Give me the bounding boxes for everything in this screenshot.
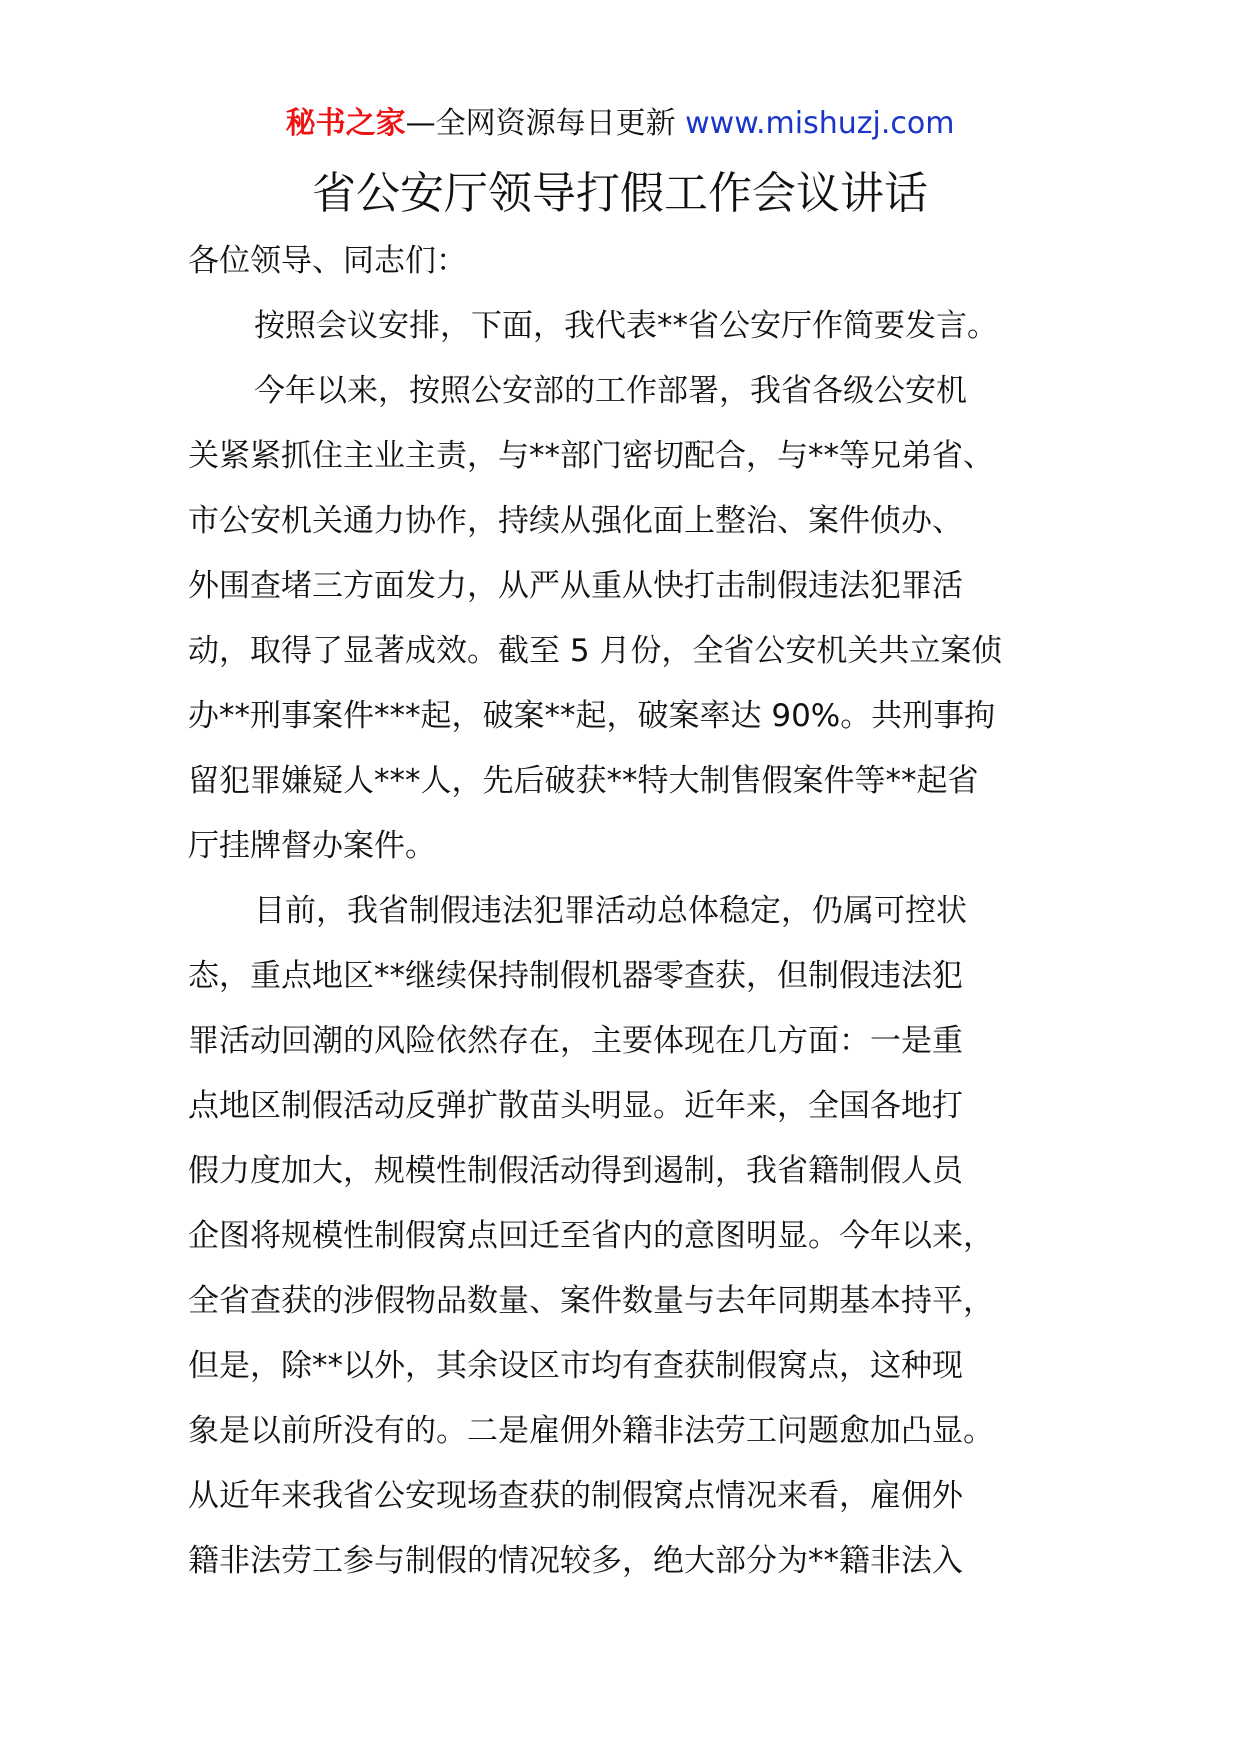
paragraph-line: 市公安机关通力协作，持续从强化面上整治、案件侦办、 xyxy=(188,503,963,539)
paragraph-line: 点地区制假活动反弹扩散苗头明显。近年来，全国各地打 xyxy=(188,1088,963,1124)
document-title: 省公安厅领导打假工作会议讲话 xyxy=(312,168,928,219)
paragraph-line: 从近年来我省公安现场查获的制假窝点情况来看，雇佣外 xyxy=(188,1478,963,1514)
paragraph-line: 假力度加大，规模性制假活动得到遏制，我省籍制假人员 xyxy=(188,1153,963,1189)
site-url-link[interactable]: www.mishuzj.com xyxy=(685,106,955,141)
site-header xyxy=(0,104,1240,144)
paragraph-3 xyxy=(188,886,1068,1601)
paragraph-line: 动，取得了显著成效。截至 5 月份，全省公安机关共立案侦 xyxy=(188,633,1003,669)
paragraph-line: 象是以前所没有的。二是雇佣外籍非法劳工问题愈加凸显。 xyxy=(188,1413,994,1449)
paragraph-line: 目前，我省制假违法犯罪活动总体稳定，仍属可控状 xyxy=(254,893,967,929)
paragraph-line: 罪活动回潮的风险依然存在，主要体现在几方面：一是重 xyxy=(188,1023,963,1059)
paragraph-line: 全省查获的涉假物品数量、案件数量与去年同期基本持平， xyxy=(188,1283,994,1319)
brand-name: 秘书之家 xyxy=(285,106,406,141)
paragraph-line: 关紧紧抓住主业主责，与**部门密切配合，与**等兄弟省、 xyxy=(188,438,994,474)
paragraph-2 xyxy=(188,366,1068,886)
greeting: 各位领导、同志们： xyxy=(188,243,467,279)
paragraph-line: 外围查堵三方面发力，从严从重从快打击制假违法犯罪活 xyxy=(188,568,963,604)
paragraph-line: 今年以来，按照公安部的工作部署，我省各级公安机 xyxy=(254,373,967,409)
paragraph-line: 按照会议安排，下面，我代表**省公安厅作简要发言。 xyxy=(254,308,998,344)
header-tagline: —全网资源每日更新 xyxy=(405,106,686,141)
paragraph-line: 但是，除**以外，其余设区市均有查获制假窝点，这种现 xyxy=(188,1348,963,1384)
paragraph-line: 留犯罪嫌疑人***人，先后破获**特大制售假案件等**起省 xyxy=(188,763,979,799)
document-body xyxy=(188,236,1068,1601)
paragraph-line: 企图将规模性制假窝点回迁至省内的意图明显。今年以来， xyxy=(188,1218,994,1254)
paragraph-1 xyxy=(188,301,1068,366)
paragraph-line: 厅挂牌督办案件。 xyxy=(188,828,436,864)
paragraph-line: 办**刑事案件***起，破案**起，破案率达 90%。共刑事拘 xyxy=(188,698,996,734)
paragraph-line: 态，重点地区**继续保持制假机器零查获，但制假违法犯 xyxy=(188,958,963,994)
paragraph-line: 籍非法劳工参与制假的情况较多，绝大部分为**籍非法入 xyxy=(188,1543,963,1579)
